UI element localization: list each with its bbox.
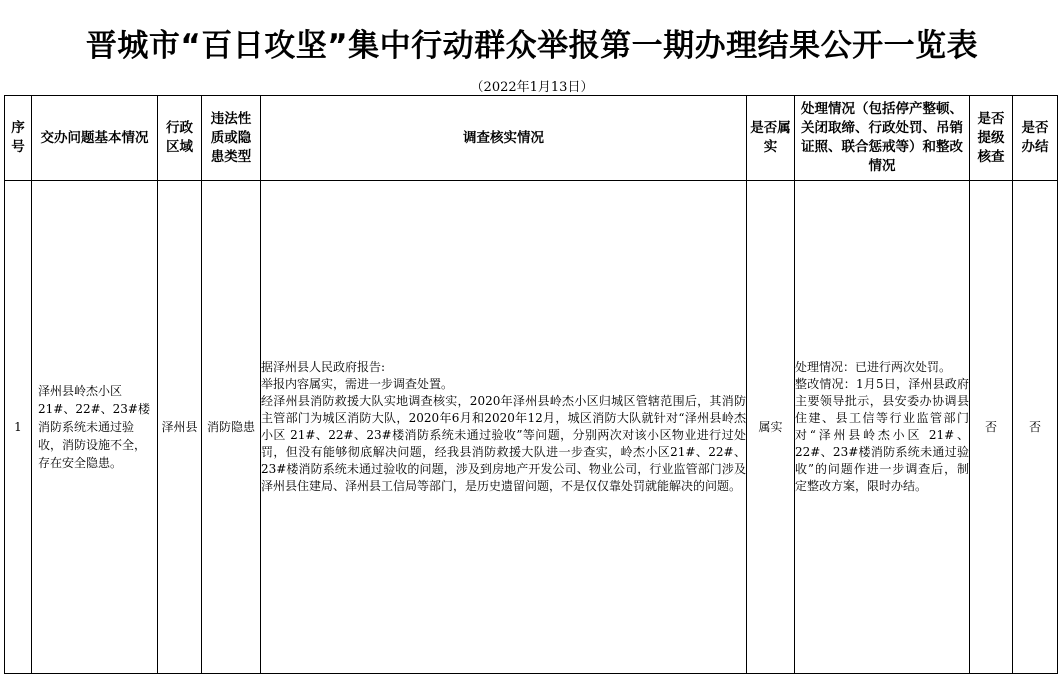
header-verified: 是否属实	[747, 96, 795, 181]
header-closed: 是否办结	[1013, 96, 1058, 181]
investigation-line-1: 据泽州县人民政府报告:	[261, 360, 386, 374]
handling-line-1: 处理情况：已进行两次处罚。	[795, 360, 952, 374]
header-row	[5, 96, 1058, 181]
cell-no: 1	[5, 181, 32, 674]
results-table	[4, 95, 1058, 674]
header-type: 违法性质或隐患类型	[202, 96, 261, 181]
cell-issue	[32, 181, 158, 674]
handling-line-2: 整改情况：1月5日，泽州县政府主要领导批示，县安委办协调县住建、县工信等行业监管部门对“泽州县岭杰小区 21#、22#、23#楼消防系统未通过验收”的问题作进一步调查后，制定整改方案，限时办结。	[795, 377, 969, 493]
cell-escalated: 否	[970, 181, 1013, 674]
page-title: 晋城市“百日攻坚”集中行动群众举报第一期办理结果公开一览表	[85, 28, 979, 64]
header-no: 序号	[5, 96, 32, 181]
investigation-line-2: 举报内容属实，需进一步调查处置。	[261, 377, 454, 391]
cell-closed: 否	[1013, 181, 1058, 674]
cell-verified: 属实	[747, 181, 795, 674]
table-row	[5, 181, 1058, 674]
header-escalated: 是否提级核查	[970, 96, 1013, 181]
report-date: （2022年1月13日）	[470, 80, 594, 95]
cell-type: 消防隐患	[202, 181, 261, 674]
header-region: 行政区域	[158, 96, 202, 181]
header-handling: 处理情况（包括停产整顿、关闭取缔、行政处罚、吊销证照、联合惩戒等）和整改情况	[795, 96, 970, 181]
cell-region: 泽州县	[158, 181, 202, 674]
investigation-line-3: 经泽州县消防救援大队实地调查核实，2020年泽州县岭杰小区归城区管辖范围后，其消防主管部门为城区消防大队，2020年6月和2020年12月，城区消防大队就针对“泽州县岭杰小区 21#、22#、23#楼消防系统未通过验收”等问题，分别两次对该小区物业进行过处罚，但没有能够彻底解决问题，经我县消防救援大队进一步查实，岭杰小区21#、22#、23#楼消防系统未通过验收的问题，涉及到房地产开发公司、物业公司，行业监管部门涉及泽州县住建局、泽州县工信局等部门，是历史遗留问题，不是仅仅靠处罚就能解决的问题。	[261, 394, 746, 493]
header-investigation: 调查核实情况	[261, 96, 747, 181]
cell-handling	[795, 181, 970, 674]
cell-investigation	[261, 181, 747, 674]
issue-text: 泽州县岭杰小区21#、22#、23#楼消防系统未通过验收，消防设施不全，存在安全隐患。	[38, 384, 150, 470]
header-issue: 交办问题基本情况	[32, 96, 158, 181]
